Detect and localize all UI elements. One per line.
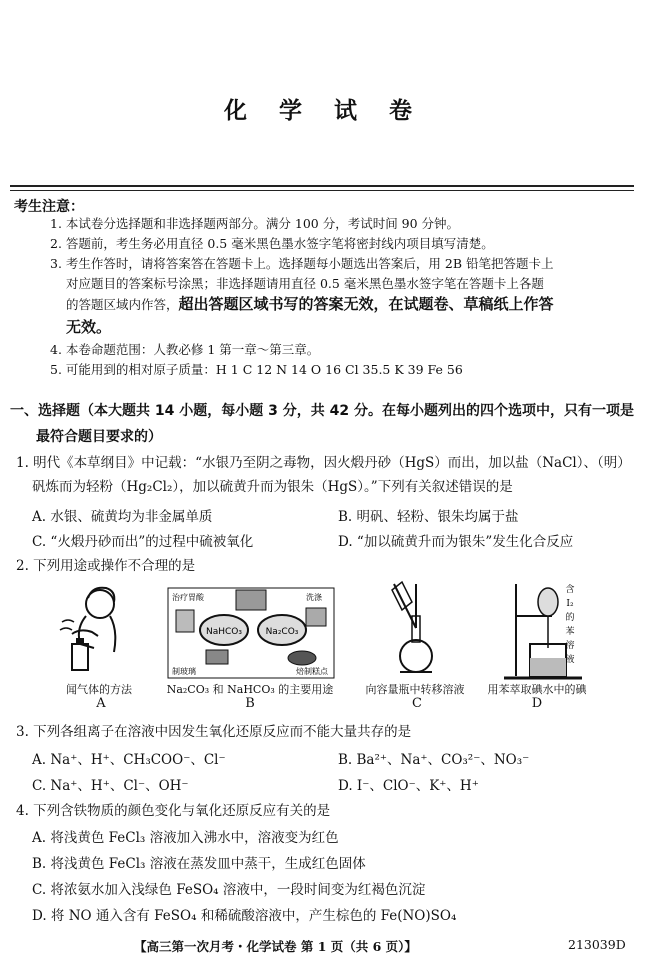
figure-b-text-3: 制玻璃 xyxy=(172,667,196,676)
figure-b-text-1: 治疗胃酸 xyxy=(172,593,204,602)
notice-emphasis: 超出答题区域书写的答案无效，在试题卷、草稿纸上作答 xyxy=(178,295,554,313)
figure-letter-a: A xyxy=(96,696,106,711)
notice-line-1: 1. 本试卷分选择题和非选择题两部分。满分 100 分，考试时间 90 分钟。 xyxy=(50,216,460,231)
figure-d-char-2: I₂ xyxy=(566,599,574,609)
notice-line-3: 3. 考生作答时，请将答案答在答题卡上。选择题每小题选出答案后，用 2B 铅笔把答题卡上 xyxy=(50,256,554,271)
caption-a: 闻气体的方法 xyxy=(66,683,132,696)
header-rule-thick xyxy=(10,185,634,187)
q4-option-c: C. 将浓氨水加入浅绿色 FeSO₄ 溶液中，一段时间变为红褐色沉淀 xyxy=(32,882,426,898)
figure-d-char-5: 溶 xyxy=(565,641,575,651)
q3-stem: 3. 下列各组离子在溶液中因发生氧化还原反应而不能大量共存的是 xyxy=(16,724,412,740)
q3-option-d: D. I⁻、ClO⁻、K⁺、H⁺ xyxy=(338,778,479,794)
q4-option-a: A. 将浅黄色 FeCl₃ 溶液加入沸水中，溶液变为红色 xyxy=(32,830,339,846)
figure-letter-b: B xyxy=(245,696,255,711)
notice-line-5-normal: 的答题区域内作答， xyxy=(66,297,179,312)
figure-d-char-6: 液 xyxy=(565,655,575,665)
q3-option-c: C. Na⁺、H⁺、Cl⁻、OH⁻ xyxy=(32,778,189,794)
notice-line-6: 无效。 xyxy=(66,318,112,336)
figure-b-label-nahco3: NaHCO₃ xyxy=(206,627,242,637)
q3-option-b: B. Ba²⁺、Na⁺、CO₃²⁻、NO₃⁻ xyxy=(338,752,530,768)
figure-d-char-4: 苯 xyxy=(565,627,575,637)
figure-b-carbonate-uses xyxy=(166,586,336,680)
q1-option-a: A. 水银、硫黄均为非金属单质 xyxy=(32,509,213,525)
figure-letter-c: C xyxy=(412,696,422,711)
figure-b-label-na2co3: Na₂CO₃ xyxy=(265,627,299,637)
caption-d: 用苯萃取碘水中的碘 xyxy=(487,683,587,696)
figure-d-char-1: 含 xyxy=(565,585,575,595)
notice-line-7: 4. 本卷命题范围：人教必修 1 第一章～第三章。 xyxy=(50,342,320,357)
q1-option-b: B. 明矾、轻粉、银朱均属于盐 xyxy=(338,509,519,525)
section-heading-line-2: 最符合题目要求的） xyxy=(36,429,162,445)
notice-line-2: 2. 答题前，考生务必用直径 0.5 毫米黑色墨水签字笔将密封线内项目填写清楚。 xyxy=(50,236,494,251)
figure-a-smelling-gas xyxy=(58,582,150,680)
notice-heading: 考生注意： xyxy=(14,199,84,215)
figure-letter-d: D xyxy=(531,696,543,711)
page-title: 化 学 试 卷 xyxy=(223,98,425,124)
q2-stem: 2. 下列用途或操作不合理的是 xyxy=(16,558,196,574)
q1-stem-1: 1. 明代《本草纲目》中记载：“水银乃至阴之毒物，因火煅丹砂（HgS）而出，加以盐（NaCl）、（明） xyxy=(16,455,631,471)
section-heading xyxy=(10,398,636,450)
section-heading-line-1: 一、选择题（本大题共 14 小题，每小题 3 分，共 42 分。在每小题列出的四个选项中，只有一项是 xyxy=(10,403,634,419)
caption-b: Na₂CO₃ 和 NaHCO₃ 的主要用途 xyxy=(166,683,334,696)
figure-b-text-4: 焙制糕点 xyxy=(296,667,328,676)
figure-c-volumetric-flask xyxy=(388,580,446,680)
notice-line-4: 对应题目的答案标号涂黑；非选择题请用直径 0.5 毫米黑色墨水签字笔在答题卡上各题 xyxy=(66,276,544,291)
q1-option-c: C. “火煅丹砂而出”的过程中硫被氧化 xyxy=(32,534,254,550)
footer-page-info: 【高三第一次月考・化学试卷 第 1 页（共 6 页）】 xyxy=(134,939,417,954)
figure-d-char-3: 的 xyxy=(565,613,575,623)
q4-stem: 4. 下列含铁物质的颜色变化与氧化还原反应有关的是 xyxy=(16,803,331,819)
figure-d-extraction xyxy=(500,578,586,682)
q3-option-a: A. Na⁺、H⁺、CH₃COO⁻、Cl⁻ xyxy=(32,752,226,768)
q1-stem-2: 矾炼而为轻粉（Hg₂Cl₂），加以硫黄升而为银朱（HgS）。”下列有关叙述错误的是 xyxy=(32,479,513,495)
q4-option-d: D. 将 NO 通入含有 FeSO₄ 和稀硫酸溶液中，产生棕色的 Fe(NO)SO₄ xyxy=(32,908,457,924)
q4-option-b: B. 将浅黄色 FeCl₃ 溶液在蒸发皿中蒸干，生成红色固体 xyxy=(32,856,366,872)
caption-c: 向容量瓶中转移溶液 xyxy=(365,683,465,696)
notice-line-5 xyxy=(66,294,554,315)
notice-line-8: 5. 可能用到的相对原子质量：H 1 C 12 N 14 O 16 Cl 35.5 K 39 Fe 56 xyxy=(50,362,463,377)
figure-b-text-2: 洗涤 xyxy=(306,593,322,602)
header-rule-thin xyxy=(10,190,634,191)
q1-option-d: D. “加以硫黄升而为银朱”发生化合反应 xyxy=(338,534,574,550)
footer-code: 213039D xyxy=(568,937,626,952)
